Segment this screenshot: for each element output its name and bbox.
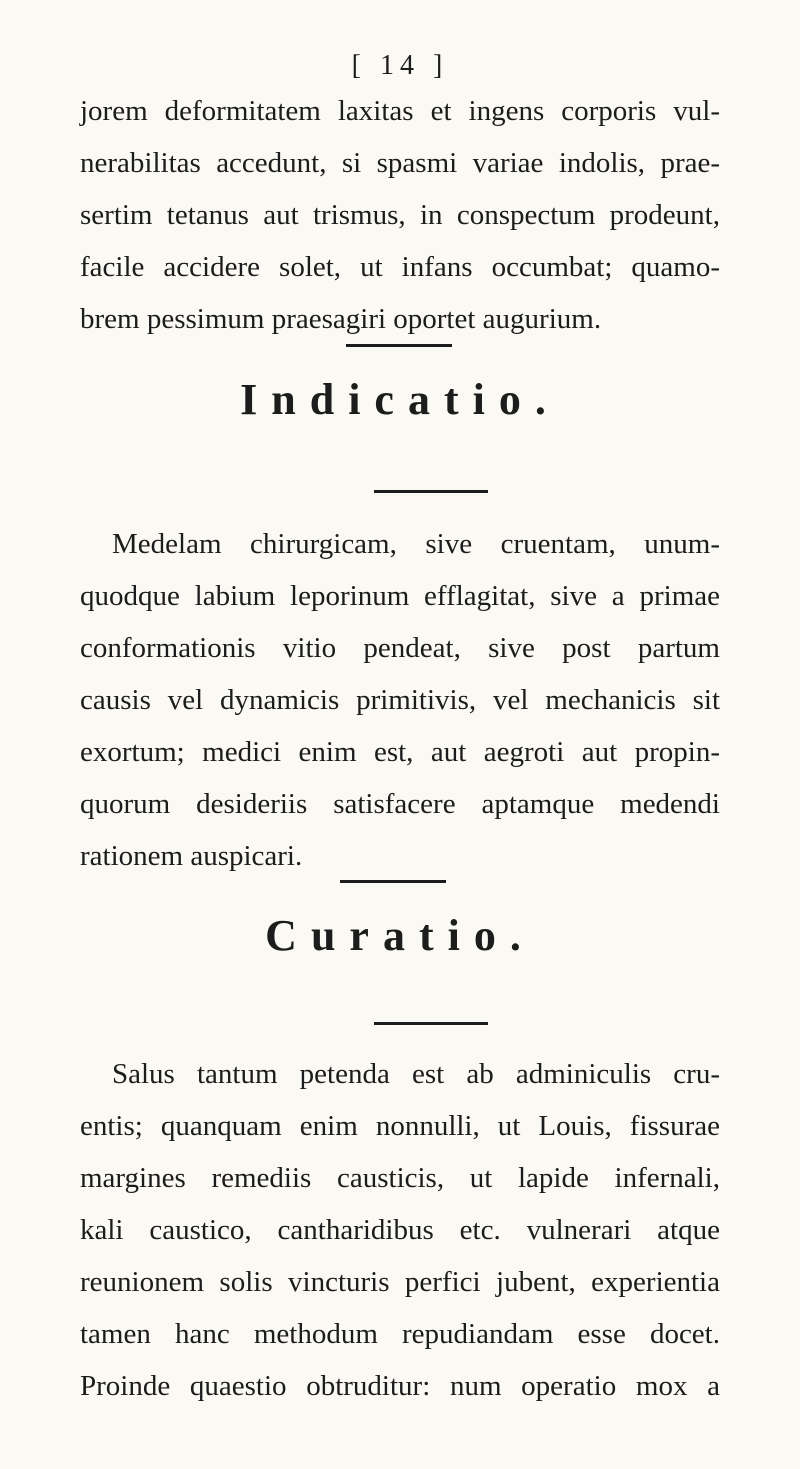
text-line: exortum; medici enim est, aut aegroti aut propin- — [80, 736, 720, 768]
text-line: quodque labium leporinum efflagitat, sive a primae — [80, 580, 720, 612]
section-rule-top — [346, 344, 452, 347]
text-line: Salus tantum petenda est ab adminiculis cru- — [112, 1058, 720, 1090]
text-line: brem pessimum praesagiri oportet augurium. — [80, 303, 602, 335]
paragraph-indicatio — [80, 518, 720, 882]
text-line: kali caustico, cantharidibus etc. vulnerari atque — [80, 1214, 720, 1246]
text-line: jorem deformitatem laxitas et ingens corporis vul- — [80, 95, 720, 127]
text-line: quorum desideriis satisfacere aptamque medendi — [80, 788, 720, 820]
heading-curatio: Curatio. — [265, 911, 535, 960]
text-line: nerabilitas accedunt, si spasmi variae indolis, prae- — [80, 147, 720, 179]
heading-indicatio: Indicatio. — [240, 375, 560, 424]
page-number: [ 14 ] — [351, 50, 449, 81]
text-line: Proinde quaestio obtruditur: num operatio mox a — [80, 1370, 720, 1402]
paragraph-curatio — [80, 1048, 720, 1412]
text-line: entis; quanquam enim nonnulli, ut Louis, fissurae — [80, 1110, 720, 1142]
text-line: conformationis vitio pendeat, sive post partum — [80, 632, 720, 664]
text-line: tamen hanc methodum repudiandam esse docet. — [80, 1318, 720, 1350]
text-line: Medelam chirurgicam, sive cruentam, unum- — [112, 528, 720, 560]
section-rule-bottom — [374, 1022, 488, 1025]
text-line: sertim tetanus aut trismus, in conspectum prodeunt, — [80, 199, 720, 231]
paragraph-prognosis — [80, 85, 720, 345]
section-rule-bottom — [374, 490, 488, 493]
text-line: margines remediis causticis, ut lapide infernali, — [80, 1162, 720, 1194]
text-line: reunionem solis vincturis perfici jubent, experientia — [80, 1266, 720, 1298]
text-line: rationem auspicari. — [80, 840, 303, 872]
text-line: causis vel dynamicis primitivis, vel mechanicis sit — [80, 684, 720, 716]
section-rule-top — [340, 880, 446, 883]
text-line: facile accidere solet, ut infans occumbat; quamo- — [80, 251, 720, 283]
